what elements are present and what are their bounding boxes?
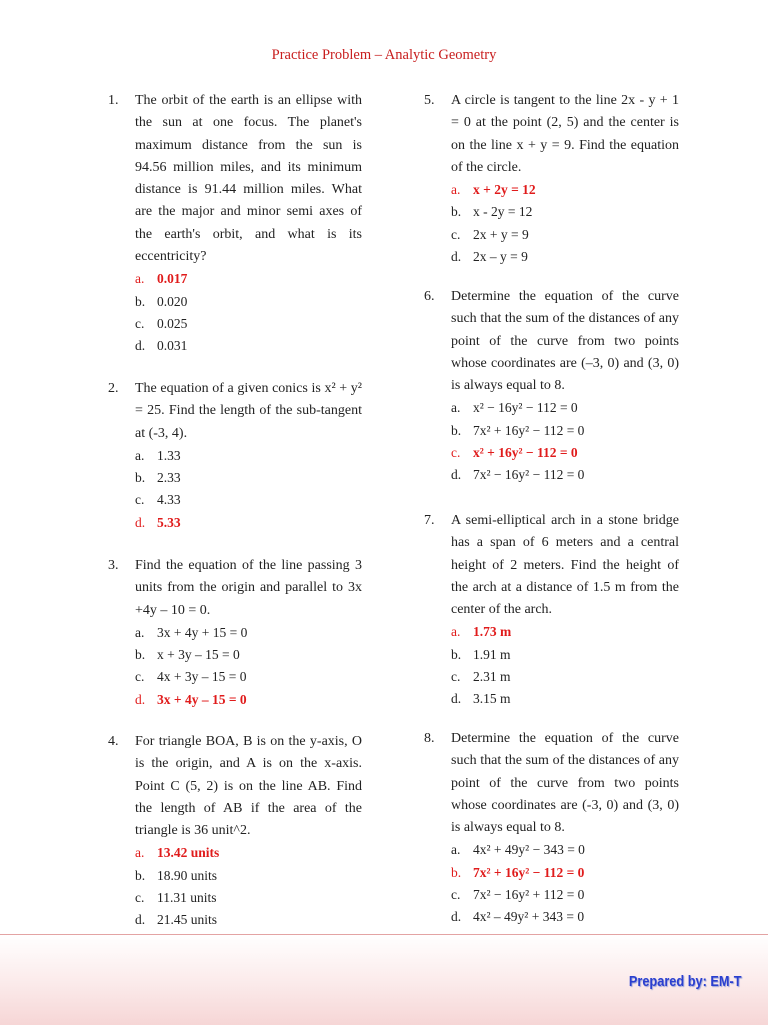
option-b[interactable]: b. x - 2y = 12 xyxy=(451,204,533,220)
question-1 xyxy=(108,90,362,358)
question-text: For triangle BOA, B is on the y-axis, O is the origin, and A is on the x-axis. Point C (5, 2) is on the line AB. Find the length of AB if the area of the triangle is 36 unit^2. xyxy=(135,734,362,839)
question-2 xyxy=(108,378,362,534)
option-b[interactable]: b. 7x² + 16y² − 112 = 0 xyxy=(451,864,585,880)
option-c[interactable]: c. 0.025 xyxy=(135,315,188,331)
option-c[interactable]: c. 4.33 xyxy=(135,492,181,508)
question-5 xyxy=(424,90,679,268)
option-c[interactable]: c. 4x + 3y – 15 = 0 xyxy=(135,669,247,685)
option-list xyxy=(135,842,362,931)
option-c[interactable]: c. x² + 16y² − 112 = 0 xyxy=(451,445,578,461)
option-d[interactable]: d. 21.45 units xyxy=(135,912,218,928)
option-a[interactable]: a. 1.33 xyxy=(135,447,181,463)
option-b[interactable]: b. 0.020 xyxy=(135,293,188,309)
option-b[interactable]: b. 2.33 xyxy=(135,470,181,486)
question-text: Find the equation of the line passing 3 units from the origin and parallel to 3x +4y – 10 = 0. xyxy=(135,558,362,618)
question-number: 2. xyxy=(108,381,119,396)
option-c[interactable]: c. 2.31 m xyxy=(451,669,511,685)
option-d[interactable]: d. 5.33 xyxy=(135,514,181,530)
option-list xyxy=(451,621,679,710)
question-text: A semi-elliptical arch in a stone bridge has a span of 6 meters and a central height of 2 meters. Find the height of the arch at a distance of 1.5 m from the center of the arch. xyxy=(451,513,679,618)
question-number: 3. xyxy=(108,558,119,573)
option-c[interactable]: c. 2x + y = 9 xyxy=(451,226,529,242)
option-a[interactable]: a. 4x² + 49y² − 343 = 0 xyxy=(451,842,585,858)
option-b[interactable]: b. 7x² + 16y² − 112 = 0 xyxy=(451,422,585,438)
question-number: 4. xyxy=(108,734,119,749)
option-list xyxy=(451,839,679,928)
question-text: Determine the equation of the curve such that the sum of the distances of any point of the curve from two points whose coordinates are (–3, 0) and (3, 0) is always equal to 8. xyxy=(451,289,679,394)
option-b[interactable]: b. 1.91 m xyxy=(451,646,511,662)
option-a[interactable]: a. x² − 16y² − 112 = 0 xyxy=(451,400,578,416)
option-a[interactable]: a. 13.42 units xyxy=(135,845,220,861)
option-list xyxy=(135,622,362,711)
option-d[interactable]: d. 3.15 m xyxy=(451,691,511,707)
option-a[interactable]: a. 1.73 m xyxy=(451,624,512,640)
option-list xyxy=(135,445,362,534)
option-d[interactable]: d. 3x + 4y – 15 = 0 xyxy=(135,691,247,707)
question-4 xyxy=(108,731,362,932)
prepared-by-label: Prepared by: EM-T xyxy=(629,973,742,990)
page-title: Practice Problem – Analytic Geometry xyxy=(271,47,497,63)
question-number: 5. xyxy=(424,93,435,108)
option-d[interactable]: d. 7x² − 16y² − 112 = 0 xyxy=(451,467,585,483)
option-b[interactable]: b. 18.90 units xyxy=(135,867,218,883)
option-c[interactable]: c. 7x² − 16y² + 112 = 0 xyxy=(451,887,585,903)
page-footer xyxy=(0,934,768,1025)
question-text: A circle is tangent to the line 2x - y + 1 = 0 at the point (2, 5) and the center is on the line x + y = 9. Find the equation of the circle. xyxy=(451,93,679,175)
option-a[interactable]: a. 3x + 4y + 15 = 0 xyxy=(135,624,248,640)
question-text: Determine the equation of the curve such that the sum of the distances of any point of the curve from two points whose coordinates are (-3, 0) and (3, 0) is always equal to 8. xyxy=(451,731,679,836)
option-c[interactable]: c. 11.31 units xyxy=(135,890,217,906)
question-8 xyxy=(424,728,679,929)
option-a[interactable]: a. x + 2y = 12 xyxy=(451,182,536,198)
question-text: The orbit of the earth is an ellipse with the sun at one focus. The planet's maximum distance from the sun is 94.56 million miles, and its minimum distance is 91.44 million miles. What are the major and minor semi axes of the earth's orbit, and what is its eccentricity? xyxy=(135,93,362,265)
question-3 xyxy=(108,555,362,711)
option-d[interactable]: d. 4x² – 49y² + 343 = 0 xyxy=(451,909,585,925)
question-7 xyxy=(424,510,679,711)
option-a[interactable]: a. 0.017 xyxy=(135,271,188,287)
question-text: The equation of a given conics is x² + y² = 25. Find the length of the sub-tangent at (-3, 4). xyxy=(135,381,362,441)
question-number: 1. xyxy=(108,93,119,108)
option-list xyxy=(451,397,679,486)
question-number: 8. xyxy=(424,731,435,746)
question-number: 6. xyxy=(424,289,435,304)
option-d[interactable]: d. 0.031 xyxy=(135,338,188,354)
option-list xyxy=(135,268,362,357)
option-b[interactable]: b. x + 3y – 15 = 0 xyxy=(135,647,240,663)
option-d[interactable]: d. 2x – y = 9 xyxy=(451,249,528,265)
question-6 xyxy=(424,286,679,487)
question-number: 7. xyxy=(424,513,435,528)
option-list xyxy=(451,179,679,268)
